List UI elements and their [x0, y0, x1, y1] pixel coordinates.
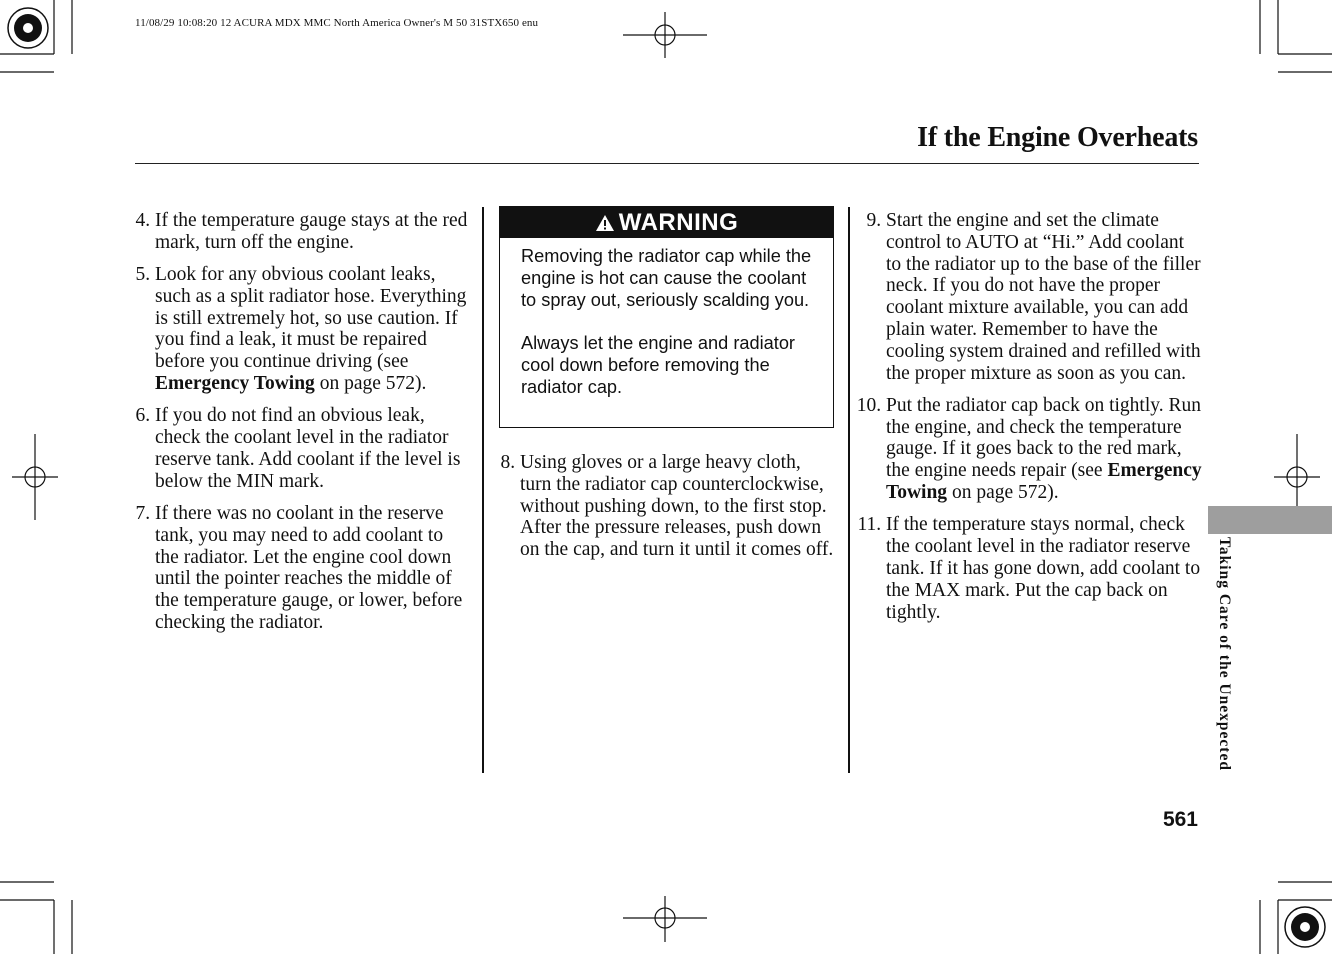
step-text-run: on page 572). — [947, 482, 1059, 504]
instruction-step — [135, 503, 470, 634]
warning-box — [499, 206, 834, 428]
page-title: If the Engine Overheats — [917, 122, 1198, 153]
instruction-step — [135, 405, 470, 492]
instruction-step — [135, 210, 470, 254]
step-text — [886, 395, 1202, 504]
column-right — [852, 210, 1202, 634]
column-divider — [848, 207, 850, 773]
section-label: Taking Care of the Unexpected — [1216, 537, 1233, 771]
step-text-run: Using gloves or a large heavy cloth, turn the radiator cap counterclockwise, without pushing down, to the first stop. After the pressure releases, push down on the cap, and turn it until it comes off. — [520, 452, 834, 561]
warning-heading: WARNING — [618, 208, 739, 236]
page-number: 561 — [1162, 808, 1198, 831]
step-text-run: If the temperature gauge stays at the red mark, turn off the engine. — [155, 210, 468, 253]
instruction-step — [852, 514, 1202, 623]
step-text — [155, 405, 470, 492]
step-number: 8. — [500, 452, 520, 473]
registration-target-icon — [8, 8, 48, 48]
title-rule — [135, 163, 1199, 164]
step-number: 10. — [856, 394, 886, 416]
instruction-step — [500, 452, 835, 561]
step-text-run: Look for any obvious coolant leaks, such as a split radiator hose. Everything is still extremely hot, so use caution. If you find a leak, it must be repaired before you continue driving (see — [155, 264, 467, 373]
step-text-run: Put the radiator cap back on tightly. Run the engine, and check the temperature gauge. If it goes back to the red mark, the engine needs repair (see — [886, 394, 1201, 482]
section-tab — [1208, 506, 1332, 534]
step-number: 9. — [866, 210, 886, 231]
step-text — [155, 264, 470, 395]
warning-paragraph: Always let the engine and radiator cool down before removing the radiator cap. — [521, 333, 795, 397]
instruction-step — [135, 264, 470, 395]
step-text-run: If you do not find an obvious leak, check the coolant level in the radiator reserve tank. Add coolant if the level is below the MIN mark. — [155, 405, 461, 492]
step-text — [886, 210, 1202, 384]
step-text — [155, 503, 470, 634]
cross-reference: Emergency Towing — [155, 373, 315, 395]
step-text-run: on page 572). — [314, 373, 427, 395]
warning-paragraph: Removing the radiator cap while the engine is hot can cause the coolant to spray out, seriously scalding you. — [521, 246, 812, 310]
step-text — [155, 210, 470, 254]
warning-body — [500, 238, 833, 399]
step-text-run: If the temperature stays normal, check the coolant level in the radiator reserve tank. If it has gone down, add coolant to the MAX mark. Put the cap back on tightly. — [886, 514, 1201, 623]
step-text — [886, 514, 1202, 623]
step-number: 7. — [135, 503, 155, 525]
print-job-header: 11/08/29 10:08:20 12 ACURA MDX MMC North America Owner's M 50 31STX650 enu — [135, 17, 539, 29]
instruction-step — [852, 395, 1202, 504]
step-number: 11. — [857, 514, 886, 536]
column-middle — [500, 452, 835, 571]
step-number: 5. — [135, 264, 155, 286]
step-text-run: If there was no coolant in the reserve tank, you may need to add coolant to the radiator. Let the engine cool down until the pointer reaches the middle of the temperature gauge, or lower, before checking the radiator. — [155, 503, 463, 634]
warning-header — [500, 207, 833, 238]
step-text-run: Start the engine and set the climate control to AUTO at “Hi.” Add coolant to the radiator up to the base of the filler neck. If you do not have the proper coolant mixture available, you can add plain water. Remember to have the cooling system drained and refilled with the proper mixture as soon as you can. — [886, 210, 1201, 384]
step-text — [520, 452, 835, 561]
column-divider — [482, 207, 484, 773]
cross-reference: Emergency Towing — [886, 460, 1202, 504]
step-number: 6. — [135, 405, 155, 427]
instruction-step — [852, 210, 1202, 384]
column-left — [135, 210, 470, 644]
warning-triangle-icon — [595, 214, 615, 232]
registration-target-icon — [1285, 907, 1325, 947]
step-number: 4. — [135, 210, 155, 231]
